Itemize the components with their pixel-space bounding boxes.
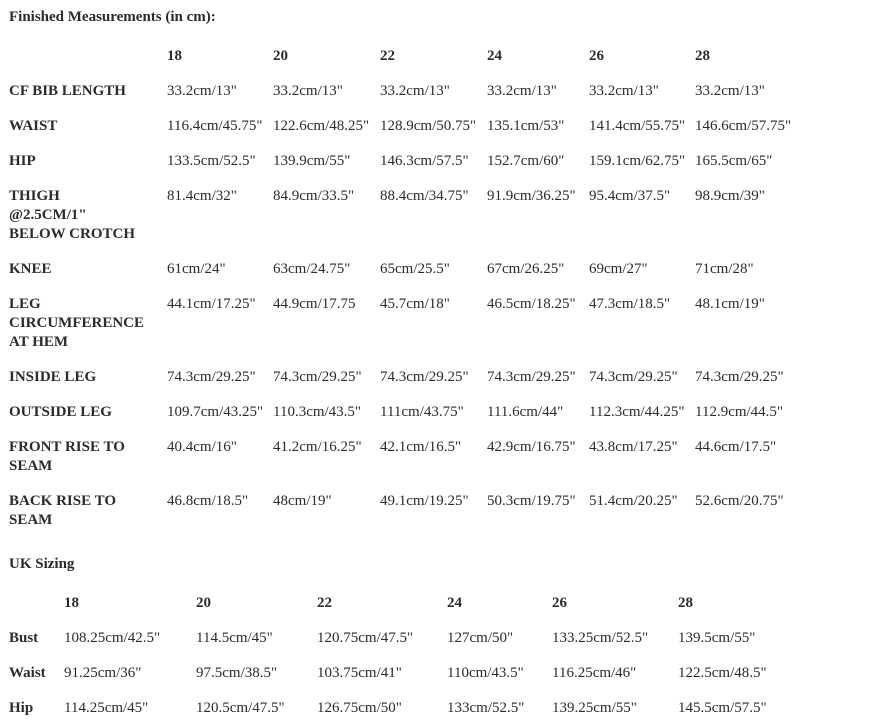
measurement-cell: 88.4cm/34.75" [380, 188, 469, 204]
measurement-cell: 133cm/52.5" [447, 700, 525, 716]
blank-header-cell [9, 586, 64, 621]
measurement-cell: 109.7cm/43.25" [167, 404, 264, 420]
measurement-cell: 128.9cm/50.75" [380, 118, 477, 134]
size-column-header: 18 [64, 595, 79, 611]
table-row [9, 74, 864, 109]
measurement-cell: 44.6cm/17.5" [695, 439, 777, 455]
row-label: KNEE [9, 261, 52, 277]
measurement-cell: 95.4cm/37.5" [589, 188, 671, 204]
measurement-cell: 52.6cm/20.75" [695, 493, 784, 509]
measurement-cell: 42.1cm/16.5" [380, 439, 462, 455]
measurement-cell: 139.9cm/55" [273, 153, 351, 169]
row-label: WAIST [9, 118, 58, 134]
measurement-cell: 141.4cm/55.75" [589, 118, 686, 134]
measurement-cell: 127cm/50" [447, 630, 514, 646]
size-column-header: 24 [447, 595, 462, 611]
measurement-cell: 116.4cm/45.75" [167, 118, 263, 134]
size-column-header: 26 [589, 48, 604, 64]
row-label: CF BIB LENGTH [9, 83, 126, 99]
measurement-cell: 47.3cm/18.5" [589, 296, 671, 312]
table-row [9, 430, 864, 484]
finished-measurements-table [9, 39, 864, 538]
measurement-cell: 63cm/24.75" [273, 261, 351, 277]
size-header [9, 586, 864, 621]
measurement-cell: 98.9cm/39" [695, 188, 765, 204]
table-row [9, 656, 864, 691]
measurement-cell: 74.3cm/29.25" [380, 369, 469, 385]
measurement-cell: 46.5cm/18.25" [487, 296, 576, 312]
measurement-cell: 126.75cm/50" [317, 700, 402, 716]
row-label: Hip [9, 700, 34, 716]
measurement-cell: 44.1cm/17.25" [167, 296, 256, 312]
row-label: LEG CIRCUMFERENCE AT HEM [9, 296, 144, 350]
measurement-cell: 45.7cm/18" [380, 296, 450, 312]
measurement-cell: 81.4cm/32" [167, 188, 237, 204]
uk-sizing-title: UK Sizing [9, 556, 75, 572]
measurement-cell: 110cm/43.5" [447, 665, 524, 681]
table-row [9, 144, 864, 179]
row-label: BACK RISE TO SEAM [9, 493, 116, 528]
measurement-cell: 41.2cm/16.25" [273, 439, 362, 455]
measurements-body [9, 74, 864, 538]
measurement-cell: 71cm/28" [695, 261, 754, 277]
row-label: HIP [9, 153, 36, 169]
size-column-header: 26 [552, 595, 567, 611]
size-column-header: 24 [487, 48, 502, 64]
measurement-cell: 135.1cm/53" [487, 118, 565, 134]
table-row [9, 252, 864, 287]
table-row [9, 179, 864, 252]
measurement-cell: 120.5cm/47.5" [196, 700, 285, 716]
measurement-cell: 84.9cm/33.5" [273, 188, 355, 204]
measurement-cell: 67cm/26.25" [487, 261, 565, 277]
measurement-cell: 122.5cm/48.5" [678, 665, 767, 681]
measurement-cell: 49.1cm/19.25" [380, 493, 469, 509]
blank-header-cell [9, 39, 167, 74]
measurement-cell: 122.6cm/48.25" [273, 118, 370, 134]
measurement-cell: 139.5cm/55" [678, 630, 756, 646]
size-header-row [9, 39, 864, 74]
row-label: THIGH @2.5CM/1" BELOW CROTCH [9, 188, 135, 242]
size-column-header: 28 [695, 48, 710, 64]
measurement-cell: 145.5cm/57.5" [678, 700, 767, 716]
measurement-cell: 133.25cm/52.5" [552, 630, 649, 646]
measurement-cell: 33.2cm/13" [695, 83, 765, 99]
row-label: FRONT RISE TO SEAM [9, 439, 125, 474]
measurement-cell: 44.9cm/17.75 [273, 296, 356, 312]
size-header-row [9, 586, 864, 621]
measurement-cell: 139.25cm/55" [552, 700, 637, 716]
measurement-cell: 91.25cm/36" [64, 665, 142, 681]
size-column-header: 22 [380, 48, 395, 64]
measurement-cell: 40.4cm/16" [167, 439, 237, 455]
measurement-cell: 152.7cm/60" [487, 153, 565, 169]
measurement-cell: 133.5cm/52.5" [167, 153, 256, 169]
measurement-cell: 91.9cm/36.25" [487, 188, 576, 204]
table-row [9, 287, 864, 360]
measurement-cell: 103.75cm/41" [317, 665, 402, 681]
measurement-cell: 116.25cm/46" [552, 665, 637, 681]
measurement-cell: 69cm/27" [589, 261, 648, 277]
table-row [9, 621, 864, 656]
size-header [9, 39, 864, 74]
measurement-cell: 146.6cm/57.75" [695, 118, 792, 134]
measurement-cell: 108.25cm/42.5" [64, 630, 161, 646]
row-label: Bust [9, 630, 39, 646]
measurement-cell: 33.2cm/13" [167, 83, 237, 99]
measurement-cell: 112.9cm/44.5" [695, 404, 784, 420]
measurement-cell: 33.2cm/13" [589, 83, 659, 99]
measurement-cell: 48.1cm/19" [695, 296, 765, 312]
measurement-cell: 33.2cm/13" [273, 83, 343, 99]
measurement-cell: 42.9cm/16.75" [487, 439, 576, 455]
measurement-cell: 61cm/24" [167, 261, 226, 277]
measurement-cell: 112.3cm/44.25" [589, 404, 685, 420]
finished-measurements-title: Finished Measurements (in cm): [9, 9, 216, 25]
measurement-cell: 165.5cm/65" [695, 153, 773, 169]
table-row [9, 109, 864, 144]
measurement-cell: 110.3cm/43.5" [273, 404, 362, 420]
row-label: INSIDE LEG [9, 369, 97, 385]
measurement-cell: 114.5cm/45" [196, 630, 273, 646]
size-column-header: 22 [317, 595, 332, 611]
uk-sizing-body [9, 621, 864, 726]
measurement-cell: 120.75cm/47.5" [317, 630, 414, 646]
measurement-cell: 111.6cm/44" [487, 404, 564, 420]
measurement-cell: 48cm/19" [273, 493, 332, 509]
measurement-cell: 114.25cm/45" [64, 700, 149, 716]
measurement-cell: 74.3cm/29.25" [589, 369, 678, 385]
measurement-cell: 46.8cm/18.5" [167, 493, 249, 509]
uk-sizing-table [9, 586, 864, 726]
table-row [9, 395, 864, 430]
table-row [9, 360, 864, 395]
measurement-cell: 146.3cm/57.5" [380, 153, 469, 169]
row-label: Waist [9, 665, 46, 681]
size-column-header: 28 [678, 595, 693, 611]
measurement-cell: 74.3cm/29.25" [487, 369, 576, 385]
measurement-cell: 74.3cm/29.25" [695, 369, 784, 385]
row-label: OUTSIDE LEG [9, 404, 112, 420]
size-column-header: 20 [273, 48, 288, 64]
measurement-cell: 111cm/43.75" [380, 404, 464, 420]
measurement-cell: 159.1cm/62.75" [589, 153, 686, 169]
size-column-header: 20 [196, 595, 211, 611]
size-column-header: 18 [167, 48, 182, 64]
measurement-cell: 33.2cm/13" [380, 83, 450, 99]
table-row [9, 484, 864, 538]
measurement-cell: 97.5cm/38.5" [196, 665, 278, 681]
measurement-cell: 74.3cm/29.25" [167, 369, 256, 385]
measurement-cell: 74.3cm/29.25" [273, 369, 362, 385]
measurement-cell: 51.4cm/20.25" [589, 493, 678, 509]
measurement-cell: 33.2cm/13" [487, 83, 557, 99]
measurement-cell: 65cm/25.5" [380, 261, 450, 277]
measurement-cell: 50.3cm/19.75" [487, 493, 576, 509]
measurement-cell: 43.8cm/17.25" [589, 439, 678, 455]
